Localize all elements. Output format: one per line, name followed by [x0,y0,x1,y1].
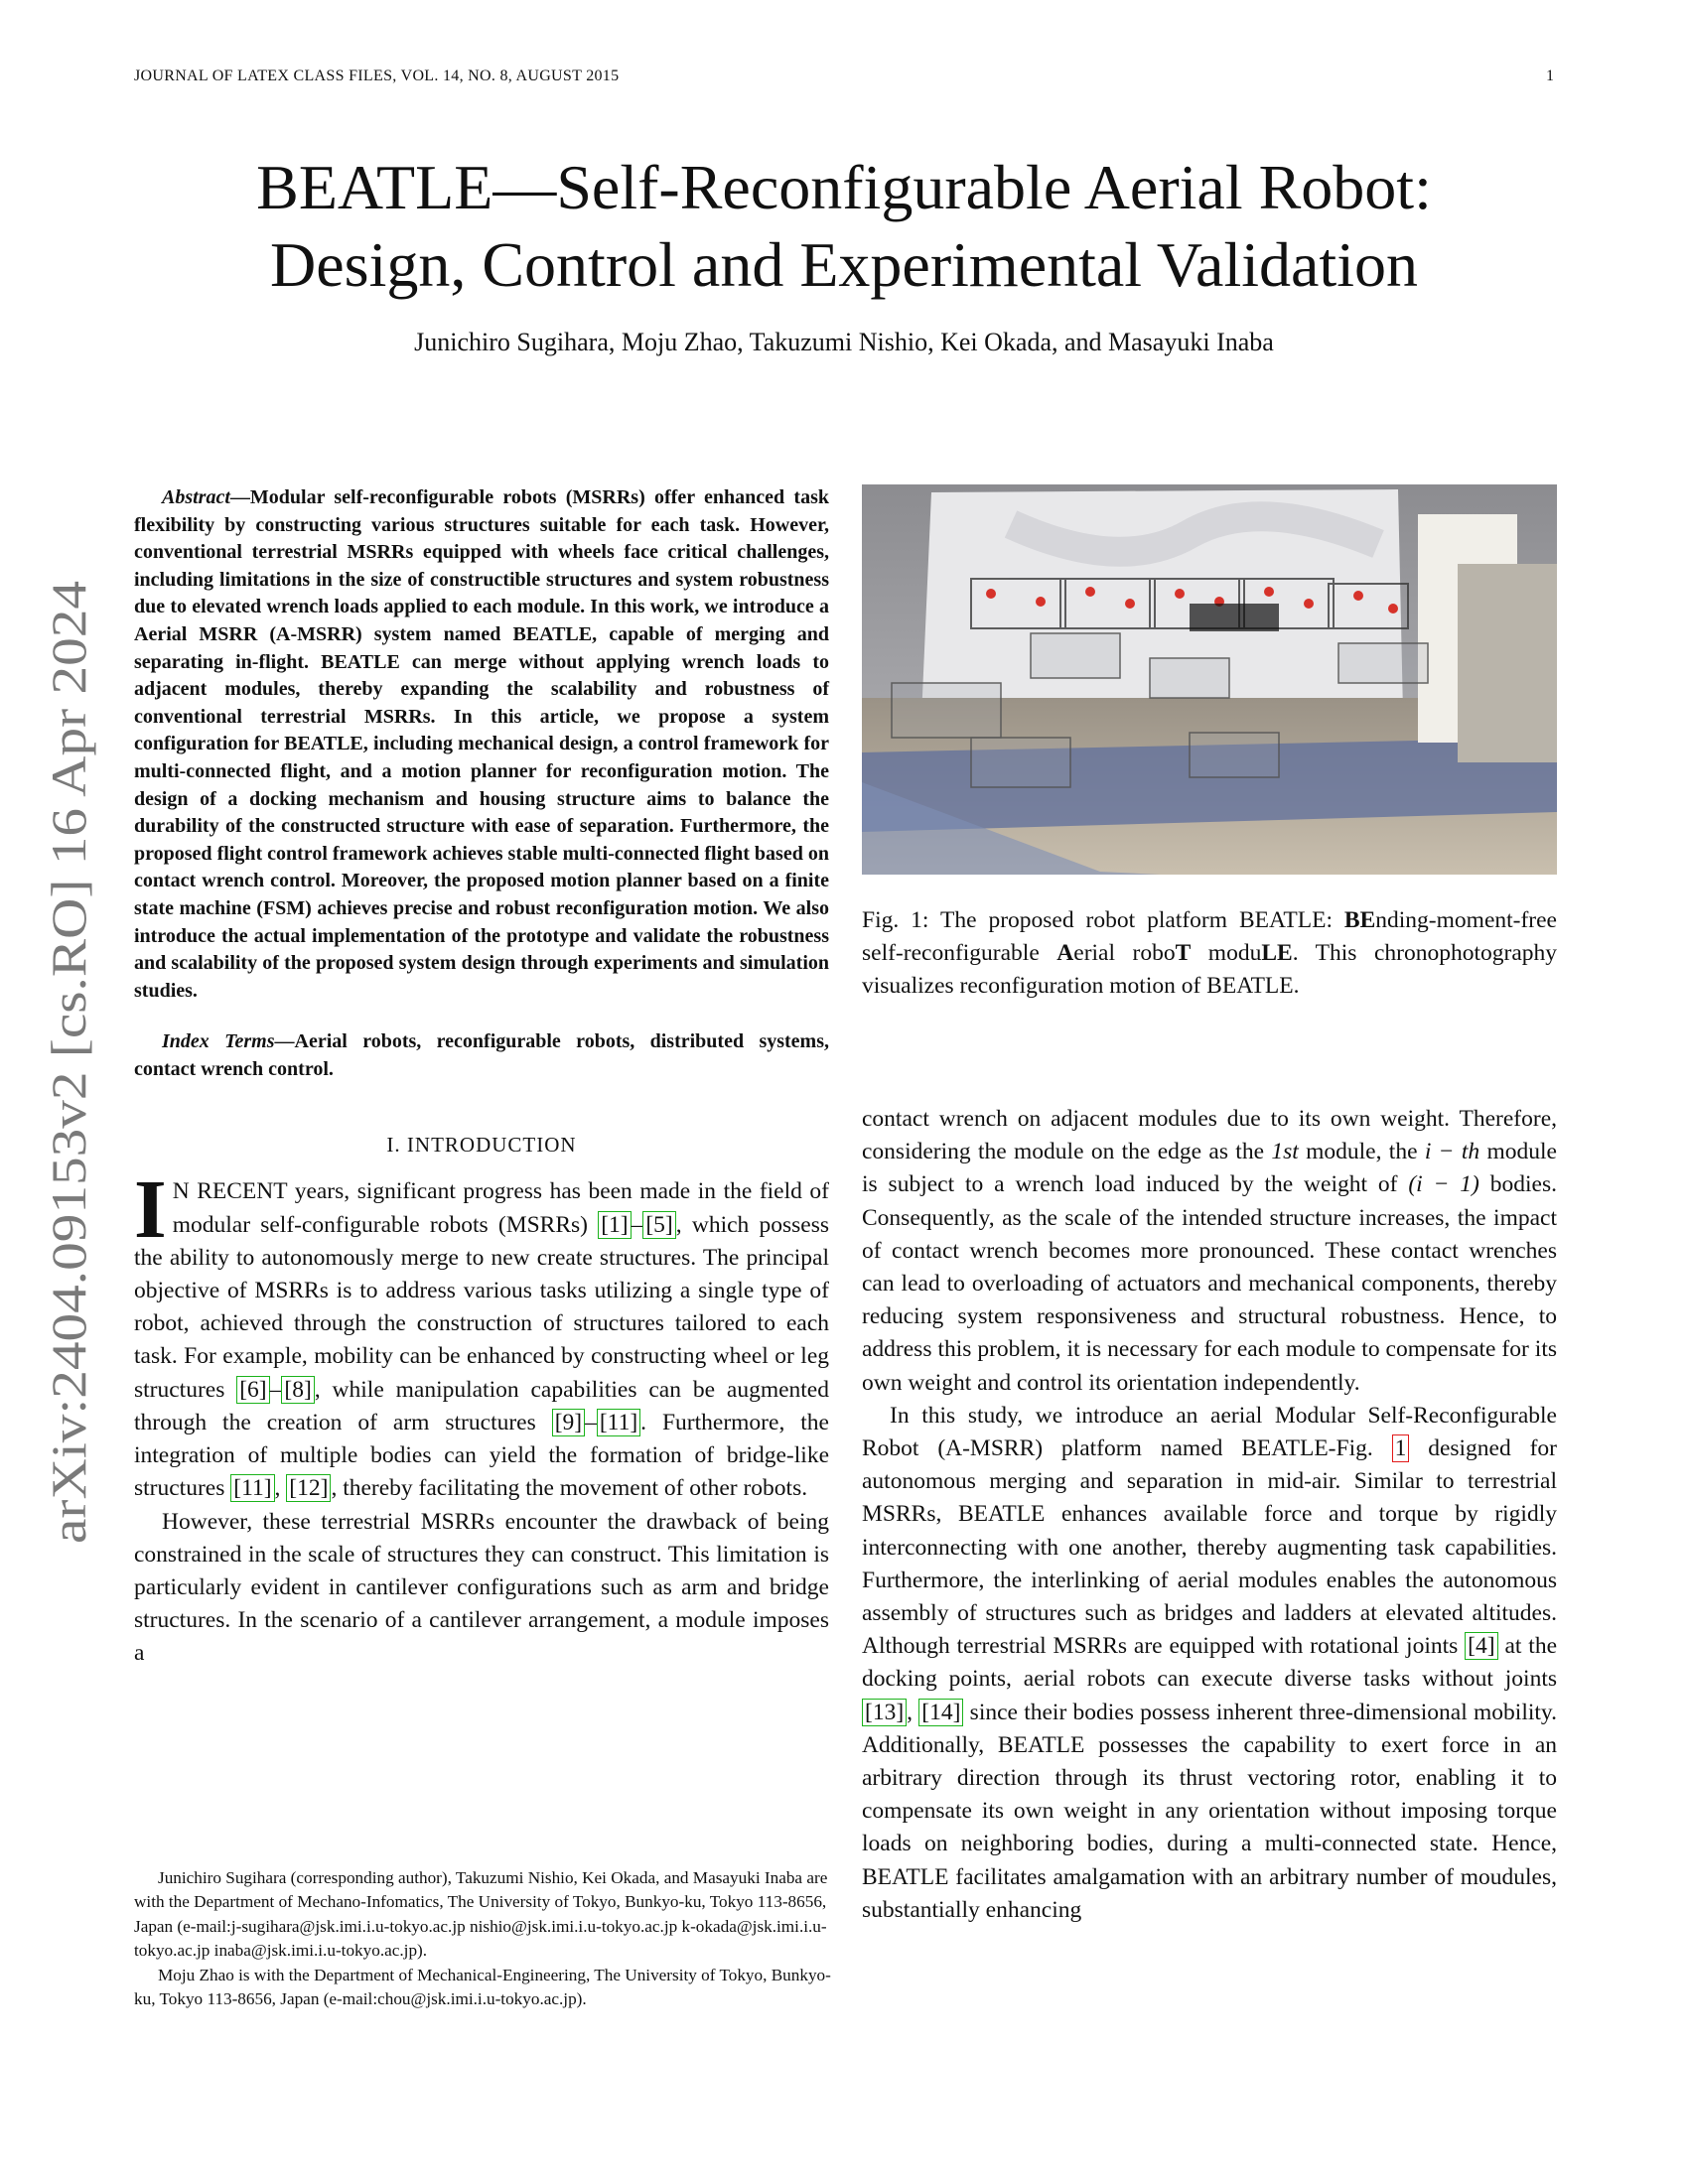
intro-paragraph-1 [134,1163,829,1505]
arxiv-stamp [40,576,99,1549]
text-run: since their bodies possess inherent three-dimensional mobility. Additionally, BEATLE possesses the capability to exert force in an arbitrary direction through its thrust vectoring rotor, enabling it to compensate its own weight in any orientation without imposing torque loads on neighboring bodies, during a multi-connected state. Hence, BEATLE facilitates amalgamation with an arbitrary number of moudules, substantially enhancing [862,1699,1558,1923]
text-run: designed for autonomous merging and separation in mid-air. Similar to terrestrial MSRRs, BEATLE enhances available force and torque by rigidly interconnecting with one another, thereby augmenting task capabilities. Furthermore, the interlinking of aerial modules enables the autonomous assembly of structures such as bridges and ladders at elevated altitudes. Although terrestrial MSRRs are equipped with rotational joints [862,1435,1557,1660]
caption-run: . This chronophotography visualizes reconfiguration motion of BEATLE. [862,940,1557,999]
citation-link[interactable]: [12] [286,1474,331,1502]
text-run: In this study, we introduce an aerial Modular Self-Reconfigurable Robot (A-MSRR) platform named BEATLE-Fig. [862,1402,1557,1462]
journal-header: JOURNAL OF LATEX CLASS FILES, VOL. 14, NO. 8, AUGUST 2015 [134,68,620,84]
math-run: i − th [1424,1139,1480,1165]
citation-link[interactable]: [13] [862,1699,907,1726]
text-run: – [269,1376,282,1403]
author-list: Junichiro Sugihara, Moju Zhao, Takuzumi Nishio, Kei Okada, and Masayuki Inaba [414,328,1274,356]
text-run: at the docking points, aerial robots can execute diverse tasks without joints [862,1633,1557,1693]
citation-link[interactable]: [11] [597,1409,640,1436]
text-run: , while manipulation capabilities can be augmented through the creation of arm structures [134,1376,829,1435]
caption-bold: BE [1343,907,1376,933]
footnotes [134,1866,849,2011]
paper-title [134,149,1554,304]
citation-link[interactable]: [1] [598,1211,631,1239]
title-line-1: BEATLE—Self-Reconfigurable Aerial Robot: [256,152,1432,222]
footnote-affiliation-2: Moju Zhao is with the Department of Mechanical-Engineering, The University of Tokyo, Bunkyo-ku, Tokyo 113-8656, Japan (e-mail:chou@jsk.imi.i.u-tokyo.ac.jp). [134,1965,831,2009]
citation-link[interactable]: [11] [230,1474,274,1502]
left-column [134,484,829,1671]
figure-1-photo [862,484,1557,875]
right-column-top [862,484,1557,1003]
caption-bold: T [1175,940,1192,966]
caption-run: Fig. 1: The proposed robot platform BEATLE: [862,907,1344,933]
abstract [134,484,829,1005]
abstract-lead: Abstract [162,486,230,508]
text-run: , [274,1475,287,1502]
caption-bold: LE [1261,940,1293,966]
text-run: , which possess the ability to autonomously merge to new create structures. The principal objective of MSRRs is to address various tasks utilizing a single type of robot, achieved through the construction of structures tailored to each task. For example, mobility can be enhanced by constructing wheel or leg structures [134,1211,829,1403]
caption-bold: A [1056,940,1074,966]
text-run: bodies. Consequently, as the scale of the intended structure increases, the impact of contact wrench becomes more pronounced. These contact wrenches can lead to overloading of actuators and mechanical components, thereby reducing system responsiveness and structural robustness. Hence, to address this problem, it is necessary for each module to compensate for its own weight and control its orientation independently. [862,1171,1557,1396]
math-run: 1st [1271,1139,1299,1165]
citation-link[interactable]: [5] [642,1211,675,1239]
index-terms [134,1028,829,1083]
caption-run: modu [1191,940,1262,966]
figure-reference-link[interactable]: 1 [1392,1434,1410,1462]
section-heading-introduction: I. INTRODUCTION [386,1133,577,1158]
text-run: module is subject to a wrench load induced by the weight of [862,1139,1557,1198]
citation-link[interactable]: [4] [1465,1632,1497,1660]
citation-link[interactable]: [9] [552,1409,585,1436]
text-run: module, the [1298,1139,1425,1165]
text-run: , thereby facilitating the movement of other robots. [331,1475,808,1502]
text-run: – [631,1211,643,1238]
text-run: – [585,1409,597,1435]
intro-paragraph-2: However, these terrestrial MSRRs encounter the drawback of being constrained in the scale of structures they can construct. This limitation is particularly evident in cantilever configurations such as arm and bridge structures. In the scenario of a cantilever arrangement, a module imposes a [134,1508,829,1667]
text-run: contact wrench on adjacent modules due to its own weight. Therefore, considering the module on the edge as the [862,1106,1557,1165]
citation-link[interactable]: [6] [236,1376,269,1404]
dropcap: I [134,1163,167,1257]
citation-link[interactable]: [14] [918,1699,963,1726]
arxiv-stamp-text: arXiv:2404.09153v2 [cs.RO] 16 Apr 2024 [41,702,96,1544]
text-run: . Furthermore, the integration of multiple bodies can yield the formation of bridge-like structures [134,1409,829,1502]
caption-run: nding-moment-free self-reconfigurable [862,907,1557,966]
page-number: 1 [1546,68,1554,84]
right-paragraph-1 [862,1103,1557,1400]
abstract-text: —Modular self-reconfigurable robots (MSRRs) offer enhanced task flexibility by constructing various structures suitable for each task. However, conventional terrestrial MSRRs equipped with wheels face critical challenges, including limitations in the size of constructible structures and system robustness due to elevated wrench loads applied to each module. In this work, we introduce a Aerial MSRR (A-MSRR) system named BEATLE, capable of merging and separating in-flight. BEATLE can merge without applying wrench loads to adjacent modules, thereby expanding the scalability and robustness of conventional terrestrial MSRRs. In this article, we propose a system configuration for BEATLE, including mechanical design, a control framework for multi-connected flight, and a motion planner for reconfiguration motion. The design of a docking mechanism and housing structure aims to balance the durability of the constructed structure with ease of separation. Furthermore, the proposed flight control framework achieves stable multi-connected flight based on contact wrench control. Moreover, the proposed motion planner based on a finite state machine (FSM) achieves precise and robust reconfiguration motion. We also introduce the actual implementation of the prototype and validate the robustness and scalability of the proposed system design through experiments and simulation studies. [134,486,829,1002]
text-run: , [907,1699,919,1725]
right-column-body [862,1103,1557,1927]
text-run: N RECENT years, significant progress has been made in the field of modular self-configurable robots (MSRRs) [172,1178,829,1238]
caption-run: erial robo [1073,940,1176,966]
figure-1-caption [862,904,1557,1003]
chronophotography-illustration [862,484,1557,875]
right-paragraph-2 [862,1400,1557,1927]
math-run: (i − 1) [1408,1171,1479,1198]
footnote-affiliation-1: Junichiro Sugihara (corresponding author), Takuzumi Nishio, Kei Okada, and Masayuki Inaba are with the Department of Mechano-Infomatics, The University of Tokyo, Bunkyo-ku, Tokyo 113-8656, Japan (e-mail:j-sugihara@jsk.imi.i.u-tokyo.ac.jp nishio@jsk.imi.i.u-tokyo.ac.jp k-okada@jsk.imi.i.u-tokyo.ac.jp inaba@jsk.imi.i.u-tokyo.ac.jp). [134,1868,828,1961]
index-terms-lead: Index Terms [162,1030,275,1053]
title-line-2: Design, Control and Experimental Validation [270,229,1418,300]
index-terms-text: —Aerial robots, reconfigurable robots, distributed systems, contact wrench control. [134,1030,829,1080]
citation-link[interactable]: [8] [281,1376,314,1404]
